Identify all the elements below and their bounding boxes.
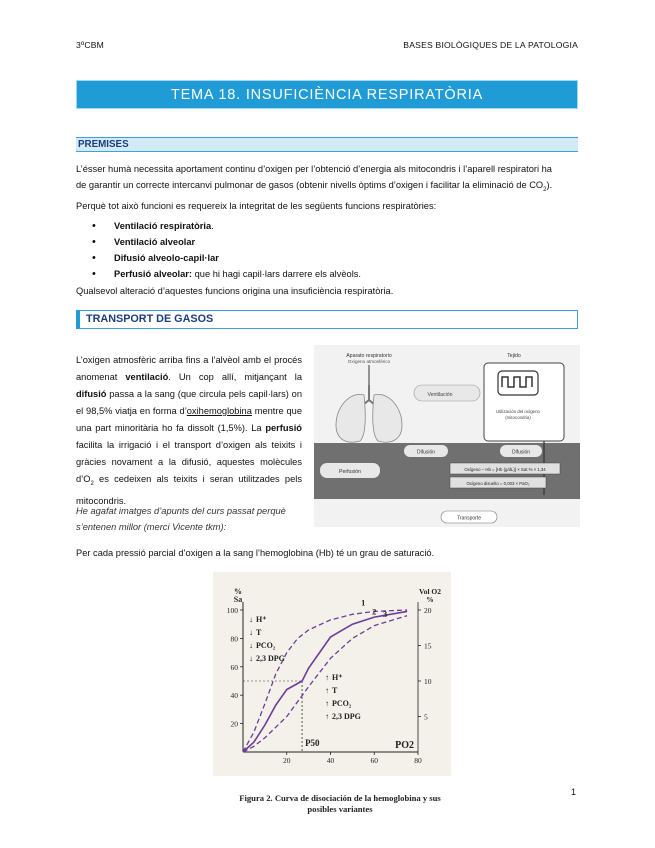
annotation-left: H⁺ xyxy=(256,615,267,624)
annotation-right-arrow: ↑ xyxy=(325,686,329,695)
annotation-left-arrow: ↓ xyxy=(249,641,253,650)
premises-heading: PREMISES xyxy=(78,139,129,150)
x-axis-label: PO2 xyxy=(395,740,414,751)
hemoglobin-dissociation-chart xyxy=(213,572,451,776)
oxigeno-label: Oxígeno atmosférico xyxy=(347,359,391,364)
x-tick-label: 20 xyxy=(283,756,291,765)
transporte-label: Transporte xyxy=(457,515,481,522)
annotation-right: 2,3 DPG xyxy=(332,712,361,721)
x-tick-label: 60 xyxy=(370,756,378,765)
curve-label-2: 2 xyxy=(372,606,377,617)
annotation-left: T xyxy=(256,628,262,637)
annotation-right: PCO₂ xyxy=(332,699,352,708)
premises-line-3: Perquè tot això funcioni es requereix la integritat de les següents funcions respiratòries: xyxy=(76,200,437,211)
ventilacion-label: Ventilación xyxy=(427,392,453,398)
page-title xyxy=(76,80,578,109)
y-tick-label: 100 xyxy=(226,606,238,615)
y-axis-label-1: % xyxy=(234,587,242,596)
utilizacion-label: Utilización del oxígeno xyxy=(496,409,540,414)
difusion-right-label: Difusión xyxy=(511,449,531,456)
y2-axis-label-2: % xyxy=(426,595,434,604)
premises-paragraph xyxy=(76,161,578,214)
annotation-left-arrow: ↓ xyxy=(249,615,253,624)
y-axis-label-2: Sa xyxy=(233,595,243,604)
aparato-label: Aparato respiratorio xyxy=(346,353,392,359)
annotation-left: 2,3 DPG xyxy=(256,654,285,663)
list-item: • Perfusió alveolar: que hi hagi capil·lars darrere els alvèols. xyxy=(92,266,361,282)
title-text: TEMA 18. INSUFICIÈNCIA RESPIRATÒRIA xyxy=(170,86,484,103)
annotation-left: PCO₂ xyxy=(256,641,276,650)
y2-tick-label: 15 xyxy=(424,641,432,651)
y-tick-label: 20 xyxy=(230,719,238,729)
y2-tick-label: 5 xyxy=(424,712,428,722)
x-tick-label: 40 xyxy=(326,756,335,765)
annotation-right-arrow: ↑ xyxy=(325,712,329,721)
annotation-right-arrow: ↑ xyxy=(325,699,329,708)
annotation-right-arrow: ↑ xyxy=(325,673,329,682)
y2-tick-label: 20 xyxy=(424,606,432,615)
annotation-left-arrow: ↓ xyxy=(249,628,253,637)
list-item: • Ventilació respiratòria. xyxy=(92,218,361,234)
transport-heading: TRANSPORT DE GASOS xyxy=(86,313,214,325)
saturation-sentence: Per cada pressió parcial d’oxigen a la sang l’hemoglobina (Hb) té un grau de saturació. xyxy=(76,548,435,558)
curve-label-3: 3 xyxy=(383,609,388,620)
premises-line-1: L’ésser humà necessita aportament continu d’oxigen per l’obtenció d’energia als mitocondris i l’aparell respiratori ha xyxy=(76,164,552,174)
y-tick-label: 80 xyxy=(230,634,238,644)
caption-line-2: posibles variantes xyxy=(307,804,373,814)
curve-label-1: 1 xyxy=(361,597,366,608)
p50-label: P50 xyxy=(305,738,320,748)
transport-paragraph: L’oxigen atmosfèric arriba fins a l’alvèol amb el procés anomenat ventilació. Un cop allí, mitjançant la difusió passa a la sang (que circula pels capil·lars) on el 98,5% viatja en forma d’oxihemoglobina mentre que una part minoritària ho fa dissolt (1,5%). La perfusió facilita la irrigació i el transport d’oxigen als teixits i gràcies novament a la difusió, aquestes molècules $d’O_2$ es cedeixen als teixits i seran utilitzades pels mitocondris. xyxy=(76,355,302,506)
functions-list xyxy=(92,218,361,282)
section-premises xyxy=(76,137,578,152)
respiratory-diagram xyxy=(314,345,580,527)
formula-hb: Oxígeno – Hb = [Hb (g/dL)] × Sat % × 1,34 xyxy=(464,467,546,472)
figure-caption xyxy=(219,793,461,815)
perfusion-label: Perfusión xyxy=(339,469,361,475)
premises-conclusion: Qualsevol alteració d’aquestes funcions origina una insuficiència respiratòria. xyxy=(76,286,394,296)
y-tick-label: 60 xyxy=(230,662,238,672)
list-item: • Ventilació alveolar xyxy=(92,234,361,250)
annotation-right: H⁺ xyxy=(332,673,343,682)
list-item: • Difusió alveolo-capil·lar xyxy=(92,250,361,266)
annotation-right: T xyxy=(332,686,338,695)
section-transport xyxy=(76,310,578,329)
source-note: He agafat imatges d’apunts del curs passat perquè s’entenen millor (merci Vicente tkm): xyxy=(76,506,286,532)
premises-line-2: de garantir un correcte intercanvi pulmonar de gasos (obtenir nivells òptims d’oxigen i facilitar la eliminació de $CO_2$). xyxy=(76,180,553,193)
y2-axis-label-1: Vol O2 xyxy=(418,587,442,596)
x-tick-label: 80 xyxy=(414,756,422,765)
annotation-left-arrow: ↓ xyxy=(249,654,253,663)
formula-dissolved: Oxígeno disuelto = 0,003 × PaO₂ xyxy=(466,481,530,486)
mitocondria-label: (mitocondria) xyxy=(505,415,531,420)
header-subject: BASES BIOLÒGIQUES DE LA PATOLOGIA xyxy=(403,40,578,50)
page-number: 1 xyxy=(571,787,577,797)
y-tick-label: 40 xyxy=(230,691,238,701)
mitochondria-icon xyxy=(498,371,538,395)
caption-line-1: Figura 2. Curva de disociación de la hemoglobina y sus xyxy=(239,793,441,803)
difusion-left-label: Difusión xyxy=(416,449,436,456)
tejido-label: Tejido xyxy=(507,353,521,359)
y2-tick-label: 10 xyxy=(424,677,432,686)
header-course: 3ºCBM xyxy=(76,40,105,50)
